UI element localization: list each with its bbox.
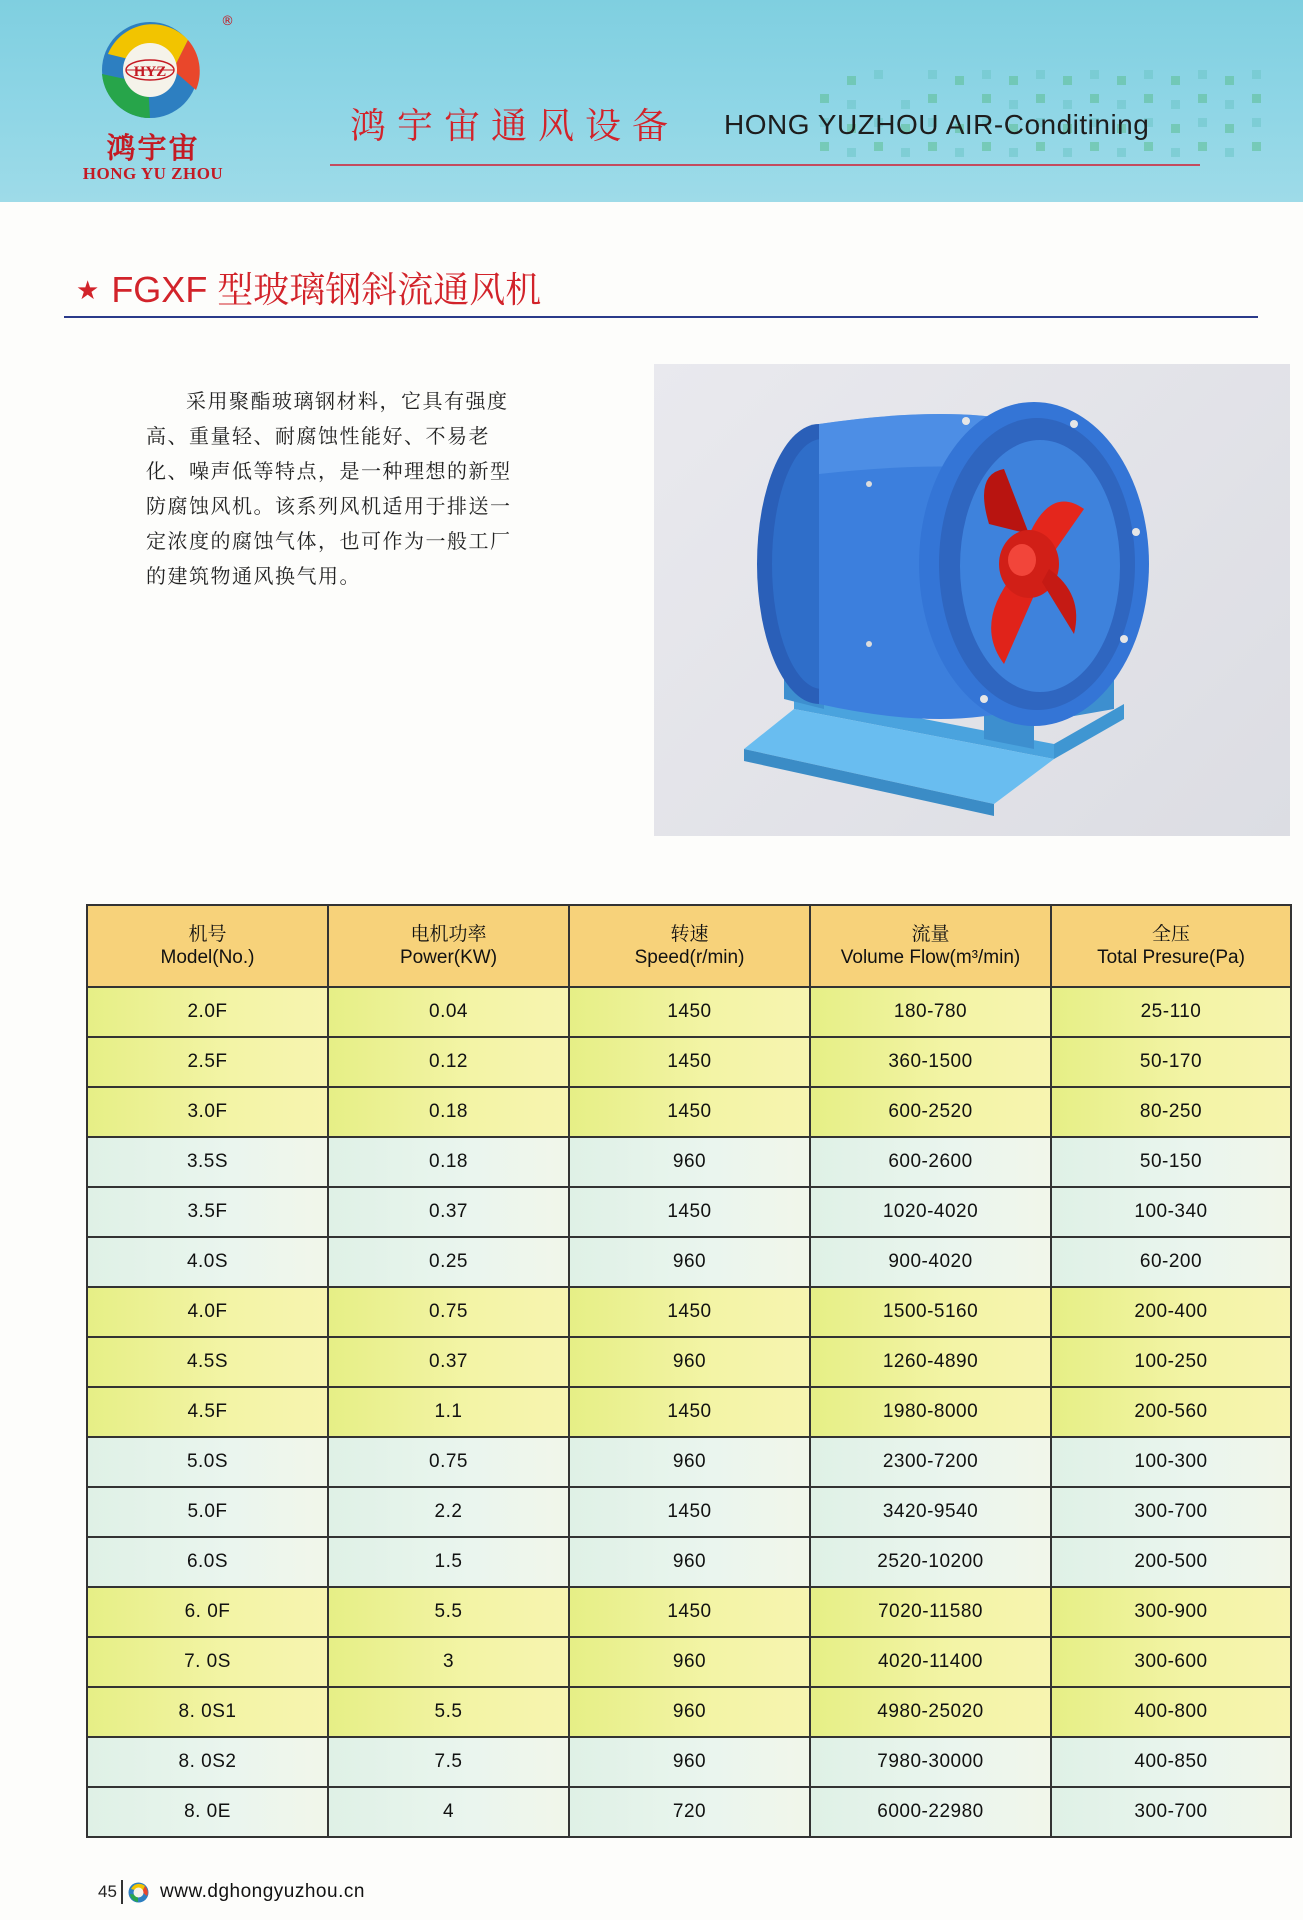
decorative-dot — [1198, 142, 1207, 151]
cell-power: 0.37 — [328, 1187, 569, 1237]
svg-text:HYZ: HYZ — [133, 64, 167, 80]
star-icon: ★ — [76, 275, 100, 305]
cell-speed: 1450 — [569, 1587, 810, 1637]
cell-speed: 1450 — [569, 987, 810, 1037]
table-row — [87, 1787, 1291, 1837]
cell-model: 5.0S — [87, 1437, 328, 1487]
cell-pressure: 200-400 — [1051, 1287, 1291, 1337]
cell-power: 0.25 — [328, 1237, 569, 1287]
header-speed-en: Speed(r/min) — [634, 947, 745, 968]
table-row — [87, 1387, 1291, 1437]
cell-power: 1.1 — [328, 1387, 569, 1437]
cell-pressure: 300-900 — [1051, 1587, 1291, 1637]
header-model-en: Model(No.) — [160, 947, 255, 968]
axial-fan-image — [654, 364, 1290, 836]
cell-model: 6. 0F — [87, 1587, 328, 1637]
cell-pressure: 200-500 — [1051, 1537, 1291, 1587]
header-flow-cn: 流量 — [911, 924, 950, 945]
decorative-dot — [982, 142, 991, 151]
decorative-dot — [1117, 148, 1126, 157]
cell-power: 0.12 — [328, 1037, 569, 1087]
table-row — [87, 1437, 1291, 1487]
cell-speed: 960 — [569, 1437, 810, 1487]
cell-power: 5.5 — [328, 1687, 569, 1737]
decorative-dot — [1225, 148, 1234, 157]
product-title-text: FGXF 型玻璃钢斜流通风机 — [111, 269, 542, 310]
decorative-dot — [1225, 100, 1234, 109]
decorative-dot — [1063, 148, 1072, 157]
cell-pressure: 200-560 — [1051, 1387, 1291, 1437]
cell-power: 0.04 — [328, 987, 569, 1037]
table-row — [87, 987, 1291, 1037]
decorative-dot — [1090, 142, 1099, 151]
table-row — [87, 1487, 1291, 1537]
logo-english-name: HONG YU ZHOU — [82, 164, 224, 183]
decorative-dot — [1090, 94, 1099, 103]
cell-pressure: 100-250 — [1051, 1337, 1291, 1387]
cell-model: 5.0F — [87, 1487, 328, 1537]
cell-speed: 1450 — [569, 1287, 810, 1337]
cell-flow: 3420-9540 — [810, 1487, 1051, 1537]
decorative-dot — [1198, 70, 1207, 79]
cell-speed: 1450 — [569, 1487, 810, 1537]
table-row — [87, 1337, 1291, 1387]
product-title — [76, 262, 541, 313]
decorative-dot — [1063, 100, 1072, 109]
cell-power: 2.2 — [328, 1487, 569, 1537]
cell-model: 8. 0E — [87, 1787, 328, 1837]
cell-flow: 4020-11400 — [810, 1637, 1051, 1687]
cell-flow: 1500-5160 — [810, 1287, 1051, 1337]
cell-pressure: 400-800 — [1051, 1687, 1291, 1737]
table-row — [87, 1737, 1291, 1787]
cell-flow: 7980-30000 — [810, 1737, 1051, 1787]
cell-model: 2.0F — [87, 987, 328, 1037]
decorative-dot — [1144, 94, 1153, 103]
decorative-dot — [955, 148, 964, 157]
cell-flow: 7020-11580 — [810, 1587, 1051, 1637]
header-pressure-cn: 全压 — [1151, 924, 1190, 945]
cell-pressure: 25-110 — [1051, 987, 1291, 1037]
decorative-dot — [1225, 124, 1234, 133]
cell-power: 5.5 — [328, 1587, 569, 1637]
table-row — [87, 1537, 1291, 1587]
header-banner — [0, 0, 1303, 202]
cell-model: 4.0F — [87, 1287, 328, 1337]
header-speed-cn: 转速 — [670, 924, 709, 945]
cell-speed: 960 — [569, 1637, 810, 1687]
decorative-dot — [1036, 94, 1045, 103]
table-row — [87, 1087, 1291, 1137]
logo-globe-icon — [78, 14, 228, 126]
cell-pressure: 60-200 — [1051, 1237, 1291, 1287]
decorative-dot — [820, 142, 829, 151]
cell-model: 3.0F — [87, 1087, 328, 1137]
cell-power: 0.75 — [328, 1287, 569, 1337]
decorative-dot — [1171, 76, 1180, 85]
table-row — [87, 1237, 1291, 1287]
cell-power: 0.18 — [328, 1087, 569, 1137]
table-row — [87, 1637, 1291, 1687]
cell-speed: 1450 — [569, 1037, 810, 1087]
decorative-dot — [982, 70, 991, 79]
cell-pressure: 80-250 — [1051, 1087, 1291, 1137]
cell-flow: 2300-7200 — [810, 1437, 1051, 1487]
table-row — [87, 1037, 1291, 1087]
decorative-dot — [1063, 76, 1072, 85]
decorative-dot — [1171, 148, 1180, 157]
header-model — [87, 905, 328, 987]
decorative-dot — [874, 70, 883, 79]
cell-power: 0.37 — [328, 1337, 569, 1387]
cell-speed: 960 — [569, 1337, 810, 1387]
decorative-dot — [1198, 118, 1207, 127]
header-power — [328, 905, 569, 987]
company-logo — [78, 14, 248, 190]
cell-speed: 1450 — [569, 1087, 810, 1137]
decorative-dot — [928, 70, 937, 79]
title-divider — [64, 316, 1258, 318]
cell-model: 2.5F — [87, 1037, 328, 1087]
decorative-dot — [1171, 124, 1180, 133]
logo-chinese-name: 鸿宇宙 — [106, 131, 200, 165]
decorative-dot — [847, 148, 856, 157]
decorative-dot — [928, 142, 937, 151]
cell-flow: 600-2600 — [810, 1137, 1051, 1187]
header-power-cn: 电机功率 — [410, 924, 487, 945]
cell-model: 4.0S — [87, 1237, 328, 1287]
decorative-dot — [1036, 142, 1045, 151]
decorative-dot — [1090, 70, 1099, 79]
cell-power: 7.5 — [328, 1737, 569, 1787]
specification-table — [86, 904, 1292, 1838]
decorative-dot — [901, 100, 910, 109]
website-globe-icon — [128, 1882, 149, 1903]
cell-pressure: 100-300 — [1051, 1437, 1291, 1487]
cell-pressure: 300-700 — [1051, 1787, 1291, 1837]
company-name-english: HONG YUZHOU AIR-Conditining — [724, 109, 1150, 140]
cell-model: 4.5S — [87, 1337, 328, 1387]
decorative-dot — [1144, 70, 1153, 79]
header-power-en: Power(KW) — [399, 947, 498, 968]
cell-speed: 1450 — [569, 1187, 810, 1237]
header-speed — [569, 905, 810, 987]
cell-speed: 960 — [569, 1687, 810, 1737]
decorative-dot — [901, 148, 910, 157]
cell-flow: 6000-22980 — [810, 1787, 1051, 1837]
table-row — [87, 1687, 1291, 1737]
decorative-dot — [1117, 100, 1126, 109]
cell-model: 6.0S — [87, 1537, 328, 1587]
header-model-cn: 机号 — [188, 924, 227, 945]
decorative-dot — [847, 76, 856, 85]
decorative-dot — [1009, 100, 1018, 109]
decorative-dot — [1009, 76, 1018, 85]
decorative-dot — [982, 94, 991, 103]
cell-flow: 2520-10200 — [810, 1537, 1051, 1587]
cell-pressure: 400-850 — [1051, 1737, 1291, 1787]
decorative-dot — [1144, 142, 1153, 151]
cell-power: 1.5 — [328, 1537, 569, 1587]
table-row — [87, 1587, 1291, 1637]
website-link[interactable]: www.dghongyuzhou.cn — [160, 1881, 365, 1902]
header-divider — [330, 164, 1200, 166]
decorative-dot — [1252, 118, 1261, 127]
cell-pressure: 300-700 — [1051, 1487, 1291, 1537]
header-pressure-en: Total Presure(Pa) — [1097, 947, 1245, 968]
cell-model: 4.5F — [87, 1387, 328, 1437]
company-name-chinese: 鸿宇宙通风设备 — [350, 106, 680, 147]
cell-flow: 360-1500 — [810, 1037, 1051, 1087]
cell-speed: 960 — [569, 1737, 810, 1787]
decorative-dot — [1252, 142, 1261, 151]
cell-flow: 900-4020 — [810, 1237, 1051, 1287]
decorative-dot — [874, 142, 883, 151]
cell-flow: 600-2520 — [810, 1087, 1051, 1137]
cell-pressure: 50-170 — [1051, 1037, 1291, 1087]
product-photo — [654, 364, 1290, 836]
table-row — [87, 1187, 1291, 1237]
cell-flow: 180-780 — [810, 987, 1051, 1037]
decorative-dot — [1198, 94, 1207, 103]
cell-flow: 1980-8000 — [810, 1387, 1051, 1437]
decorative-dot — [1117, 76, 1126, 85]
cell-flow: 1260-4890 — [810, 1337, 1051, 1387]
cell-speed: 720 — [569, 1787, 810, 1837]
footer-divider — [121, 1880, 123, 1904]
cell-pressure: 50-150 — [1051, 1137, 1291, 1187]
cell-power: 3 — [328, 1637, 569, 1687]
decorative-dot — [1225, 76, 1234, 85]
cell-power: 4 — [328, 1787, 569, 1837]
page-number: 45 — [98, 1882, 117, 1901]
decorative-dot — [1009, 148, 1018, 157]
cell-model: 3.5F — [87, 1187, 328, 1237]
decorative-dot — [955, 76, 964, 85]
cell-speed: 1450 — [569, 1387, 810, 1437]
cell-model: 8. 0S1 — [87, 1687, 328, 1737]
decorative-dot — [928, 94, 937, 103]
table-row — [87, 1287, 1291, 1337]
cell-flow: 1020-4020 — [810, 1187, 1051, 1237]
cell-model: 8. 0S2 — [87, 1737, 328, 1787]
decorative-dot — [1171, 100, 1180, 109]
decorative-dot — [820, 94, 829, 103]
table-header-row — [87, 905, 1291, 987]
header-total-pressure — [1051, 905, 1291, 987]
cell-model: 7. 0S — [87, 1637, 328, 1687]
decorative-dot — [1036, 70, 1045, 79]
registered-mark: ® — [221, 14, 234, 29]
cell-speed: 960 — [569, 1537, 810, 1587]
header-volume-flow — [810, 905, 1051, 987]
header-flow-en: Volume Flow(m³/min) — [840, 947, 1021, 968]
cell-pressure: 100-340 — [1051, 1187, 1291, 1237]
decorative-dot — [1252, 70, 1261, 79]
cell-flow: 4980-25020 — [810, 1687, 1051, 1737]
decorative-dot — [847, 100, 856, 109]
cell-speed: 960 — [569, 1237, 810, 1287]
cell-model: 3.5S — [87, 1137, 328, 1187]
cell-speed: 960 — [569, 1137, 810, 1187]
cell-power: 0.75 — [328, 1437, 569, 1487]
product-description: 采用聚酯玻璃钢材料，它具有强度高、重量轻、耐腐蚀性能好、不易老化、噪声低等特点，是一种理想的新型防腐蚀风机。该系列风机适用于排送一定浓度的腐蚀气体，也可作为一般工厂的建筑物通风换气用。 — [146, 389, 512, 588]
cell-pressure: 300-600 — [1051, 1637, 1291, 1687]
table-row — [87, 1137, 1291, 1187]
cell-power: 0.18 — [328, 1137, 569, 1187]
decorative-dot — [1252, 94, 1261, 103]
